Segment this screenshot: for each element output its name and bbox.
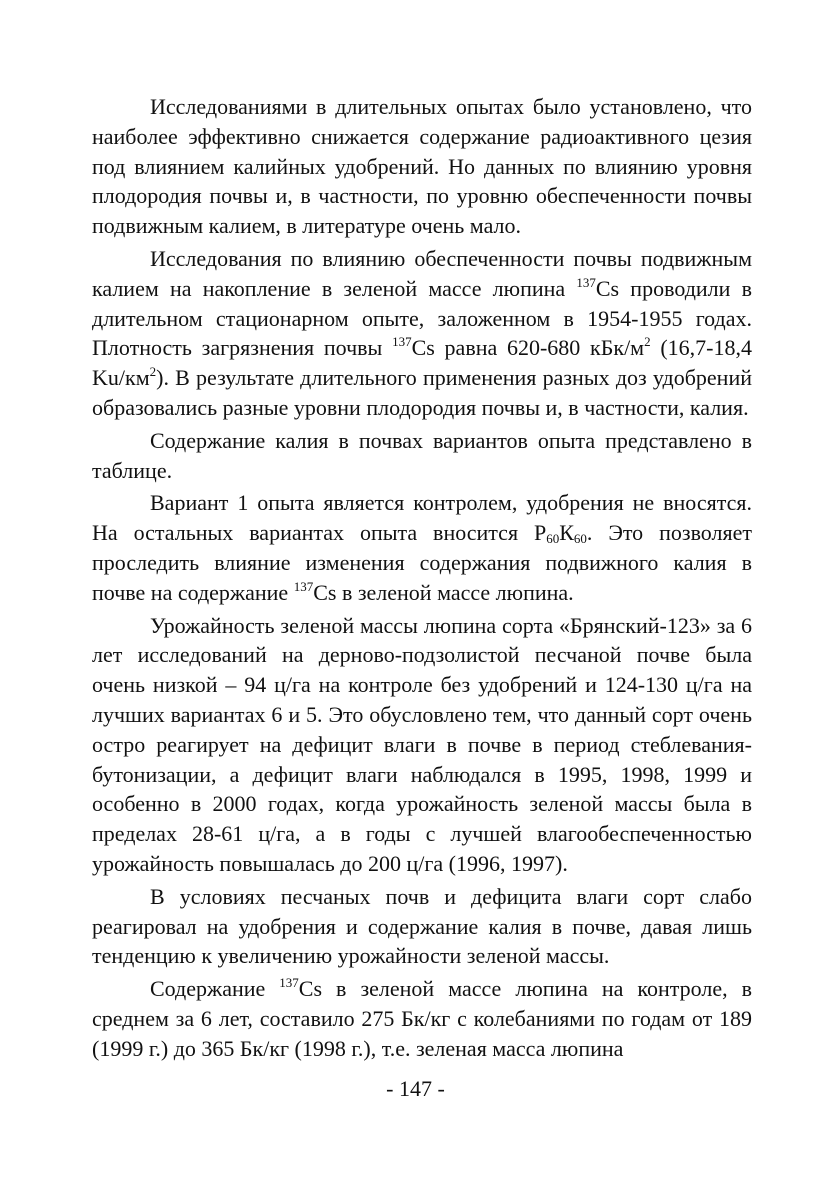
page-number: - 147 - <box>386 1076 445 1101</box>
paragraph-4-text-b: К <box>559 520 574 546</box>
unit-exponent: 2 <box>149 364 157 380</box>
paragraph-6 <box>92 882 752 971</box>
fertilizer-dose-subscript: 60 <box>546 531 560 547</box>
paragraph-2-text-a: Исследования по влиянию обеспеченности почвы подвижным калием на накопление в зеленой массе люпина <box>92 245 752 301</box>
paragraph-2-text-e: ). В результате длительного применения разных доз удобрений образовались разные уровни плодородия почвы и, в частности, калия. <box>92 365 752 420</box>
paragraph-7-text-b: Cs в зеленой массе люпина на контроле, в среднем за 6 лет, составило 275 Бк/кг с колебаниями по годам от 189 (1999 г.) до 365 Бк/кг (1998 г.), т.е. зеленая масса люпина <box>92 976 752 1061</box>
paragraph-6-text: В условиях песчаных почв и дефицита влаги сорт слабо реагировал на удобрения и содержание калия в почве, давая лишь тенденцию к увеличению урожайности зеленой массы. <box>92 883 752 969</box>
paragraph-1 <box>92 92 752 241</box>
isotope-mass-number: 137 <box>392 334 412 350</box>
paragraph-7 <box>92 974 752 1063</box>
isotope-mass-number: 137 <box>576 274 596 290</box>
paragraph-4-text-d: Cs в зеленой массе люпина. <box>313 579 574 605</box>
paragraph-2 <box>92 244 752 423</box>
paragraph-2-text-c: Cs равна 620-680 кБк/м <box>411 335 645 361</box>
paragraph-2-text-b: Cs проводили в длительном стационарном опыте, заложенном в 1954-1955 годах. Плотность загрязнения почвы <box>92 275 752 361</box>
paragraph-7-text-a: Содержание <box>150 976 280 1002</box>
paragraph-4-text-a: Вариант 1 опыта является контролем, удобрения не вносятся. На остальных вариантах опыта вносится Р <box>92 490 752 546</box>
paragraph-1-text: Исследованиями в длительных опытах было установлено, что наиболее эффективно снижается содержание радиоактивного цезия под влиянием калийных удобрений. Но данных по влиянию уровня плодородия почвы и, в частности, по уровню обеспеченности почвы подвижным калием, в литературе очень мало. <box>92 94 752 239</box>
page-body <box>92 92 752 1064</box>
paragraph-2-text-d: (16,7-18,4 Ku/км <box>92 335 753 391</box>
isotope-mass-number: 137 <box>279 975 299 991</box>
paragraph-3 <box>92 426 752 486</box>
paragraph-5 <box>92 611 752 879</box>
paragraph-4-text-c: . Это позволяет проследить влияние изменения содержания подвижного калия в почве на содержание <box>92 520 752 605</box>
fertilizer-dose-subscript: 60 <box>573 531 587 547</box>
unit-exponent: 2 <box>644 334 651 350</box>
paragraph-4 <box>92 488 752 607</box>
paragraph-5-text: Урожайность зеленой массы люпина сорта «Брянский-123» за 6 лет исследований на дерново-подзолистой песчаной почве была очень низкой – 94 ц/га на контроле без удобрений и 124-130 ц/га на лучших вариантах 6 и 5. Это обусловлено тем, что данный сорт очень остро реагирует на дефицит влаги в почве в период стеблевания-бутонизации, а дефицит влаги наблюдался в 1995, 1998, 1999 и особенно в 2000 годах, когда урожайность зеленой массы была в пределах 28-61 ц/га, а в годы с лучшей влагообеспеченностью урожайность повышалась до 200 ц/га (1996, 1997). <box>92 612 752 876</box>
isotope-mass-number: 137 <box>293 578 314 594</box>
paragraph-3-text: Содержание калия в почвах вариантов опыта представлено в таблице. <box>92 427 752 483</box>
